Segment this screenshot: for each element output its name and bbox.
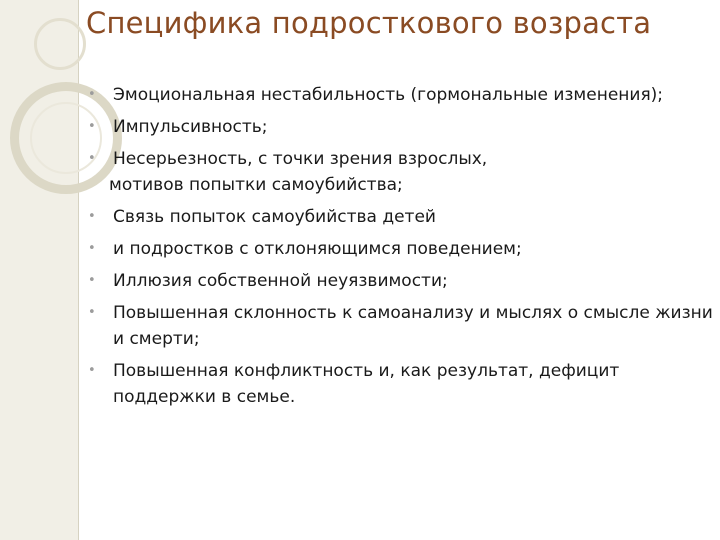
bullet-dot: • [88,119,96,134]
bullet-list [88,82,720,416]
decorative-side-band [0,0,78,540]
bullet-dot: • [88,305,96,320]
bullet-text: Несерьезность, с точки зрения взрослых, [113,149,488,169]
bullet-text: Иллюзия собственной неуязвимости; [113,271,448,291]
bullet-dot: • [88,87,96,102]
bullet-text: Повышенная конфликтность и, как результат, дефицит поддержки в семье. [113,361,620,407]
bullet-dot: • [88,241,96,256]
bullet-dot: • [88,273,96,288]
decorative-divider [78,0,79,540]
bullet-text: Импульсивность; [113,117,268,137]
continuation-line: мотивов попытки самоубийства; [109,175,403,195]
bullet-text: и подростков с отклоняющимся поведением; [113,239,522,259]
bullet-item [88,236,713,262]
slide-title: Специфика подросткового возраста [86,6,652,40]
bullet-item [88,82,713,108]
decorative-small-ring [34,18,86,70]
bullet-dot: • [88,363,96,378]
bullet-text: Повышенная склонность к самоанализу и мыслях о смысле жизни и смерти; [113,303,713,349]
bullet-dot: • [88,209,96,224]
bullet-item [88,358,713,410]
bullet-dot: • [88,151,96,166]
bullet-item [88,114,713,140]
bullet-text: Эмоциональная нестабильность (гормональные изменения); [113,85,664,105]
bullet-item [88,146,713,172]
bullet-item [88,268,713,294]
bullet-item [88,300,713,352]
bullet-item [88,204,713,230]
bullet-text: Связь попыток самоубийства детей [113,207,436,227]
